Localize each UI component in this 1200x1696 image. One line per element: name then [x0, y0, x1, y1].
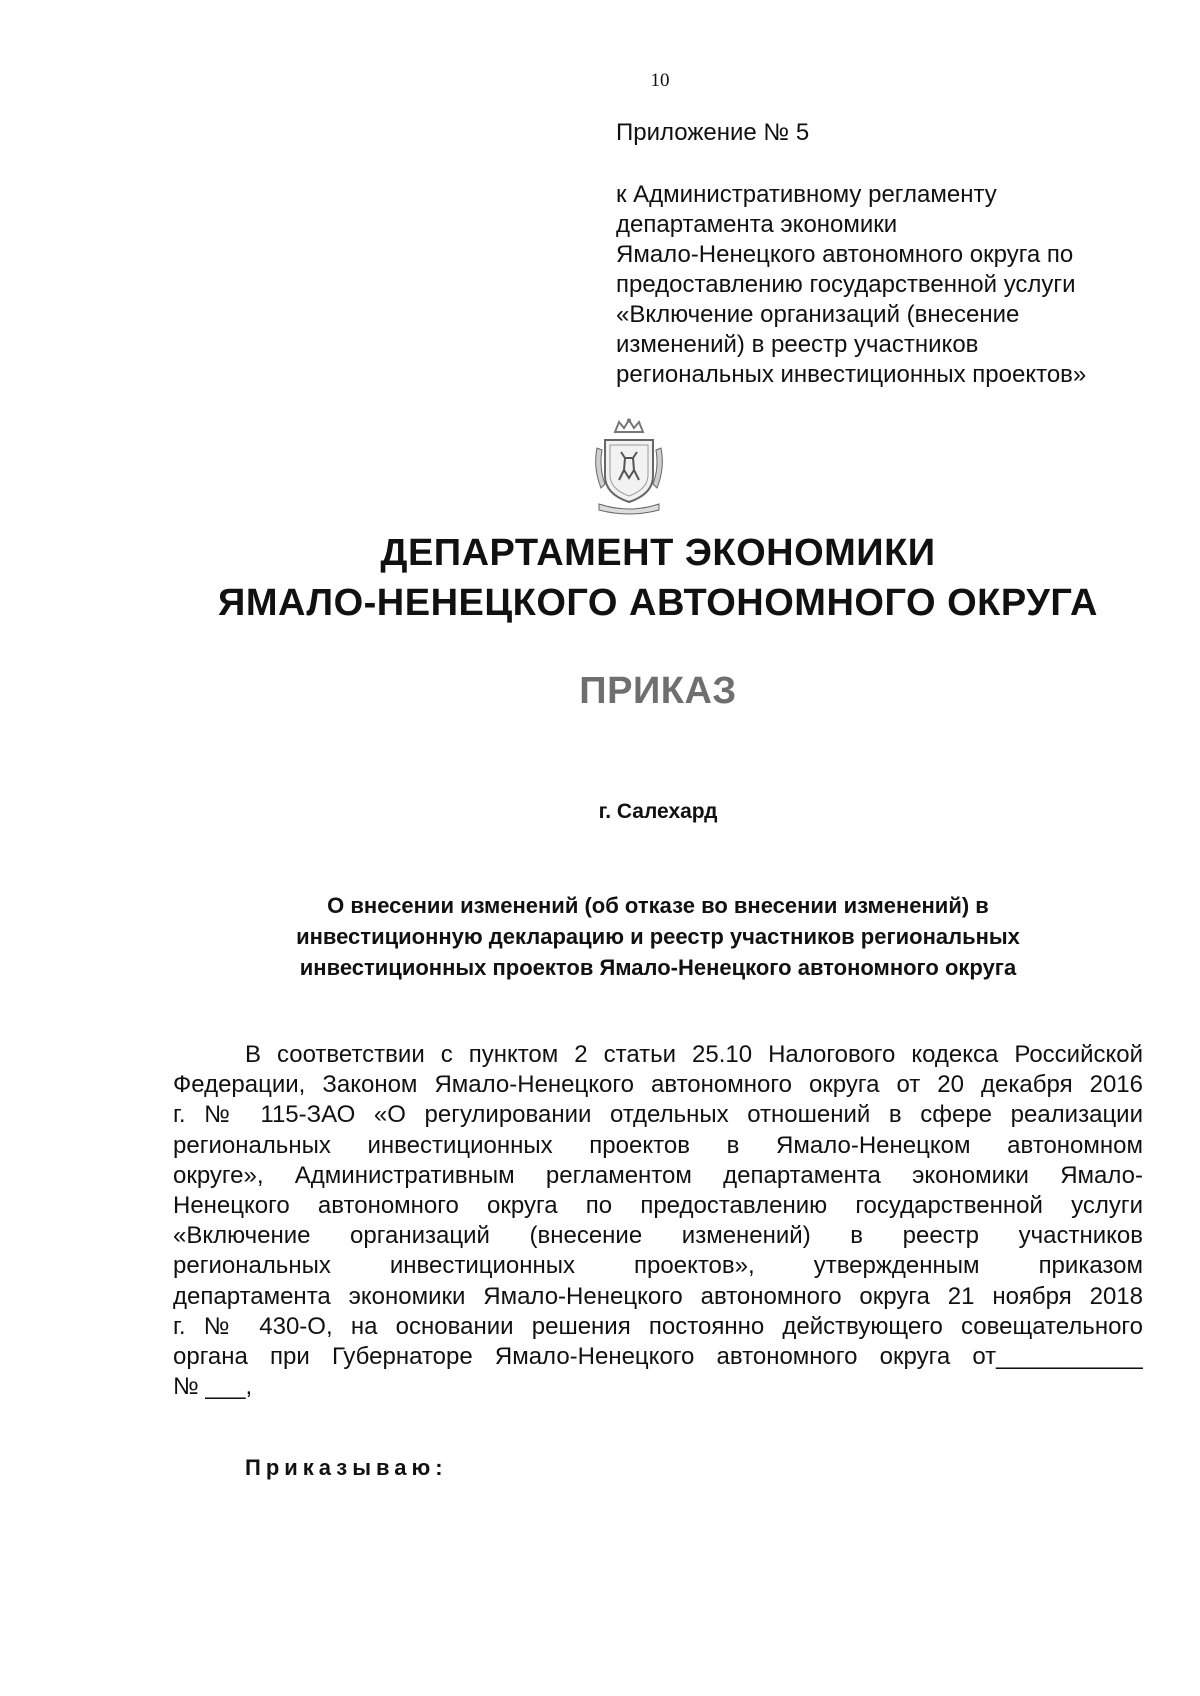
annex-line: к Административному регламенту [616, 181, 997, 208]
order-subject [0, 890, 1200, 983]
body-line: Федерации, Законом Ямало-Ненецкого автономного округа от 20 декабря 2016 [173, 1071, 1143, 1099]
body-line: региональных инвестиционных проектов в Ямало-Ненецком автономном [173, 1131, 1143, 1159]
annex-line: департамента экономики [616, 211, 898, 238]
body-line: округе», Административным регламентом департамента экономики Ямало- [173, 1161, 1143, 1189]
department-title [0, 528, 1200, 628]
body-line: департамента экономики Ямало-Ненецкого автономного округа 21 ноября 2018 [173, 1282, 1143, 1310]
body-paragraph [173, 1040, 1143, 1402]
body-line: Ненецкого автономного округа по предоставлению государственной услуги [173, 1192, 1143, 1220]
body-line: «Включение организаций (внесение изменений) в реестр участников [173, 1222, 1143, 1250]
body-line: г. № 115-ЗАО «О регулировании отдельных отношений в сфере реализации [173, 1101, 1143, 1129]
annex-line: предоставлению государственной услуги [616, 271, 1076, 298]
annex-line: изменений) в реестр участников [616, 331, 979, 358]
body-line: В соответствии с пунктом 2 статьи 25.10 Налогового кодекса Российской [245, 1041, 1143, 1068]
annex-reference [616, 180, 1136, 390]
coat-of-arms-icon [591, 418, 667, 518]
body-line: органа при Губернаторе Ямало-Ненецкого автономного округа от___________ [173, 1343, 1143, 1371]
subject-line: инвестиционных проектов Ямало-Ненецкого автономного округа [299, 955, 1017, 980]
body-line: № ___, [173, 1373, 253, 1401]
subject-line: О внесении изменений (об отказе во внесении изменений) в [327, 893, 989, 918]
order-title: ПРИКАЗ [579, 670, 737, 712]
annex-title: Приложение № 5 [616, 119, 810, 146]
department-title-line: ДЕПАРТАМЕНТ ЭКОНОМИКИ [380, 532, 936, 574]
annex-line: «Включение организаций (внесение [616, 301, 1020, 328]
body-line: региональных инвестиционных проектов», утвержденным приказом [173, 1252, 1143, 1280]
department-title-line: ЯМАЛО-НЕНЕЦКОГО АВТОНОМНОГО ОКРУГА [218, 582, 1098, 624]
page-number: 10 [650, 70, 670, 91]
annex-line: региональных инвестиционных проектов» [616, 361, 1087, 388]
body-line: г. № 430-О, на основании решения постоянно действующего совещательного [173, 1312, 1143, 1340]
annex-line: Ямало-Ненецкого автономного округа по [616, 241, 1074, 268]
subject-line: инвестиционную декларацию и реестр участников региональных [296, 924, 1020, 949]
city-line: г. Салехард [598, 800, 718, 823]
order-command: Приказываю: [245, 1455, 448, 1480]
